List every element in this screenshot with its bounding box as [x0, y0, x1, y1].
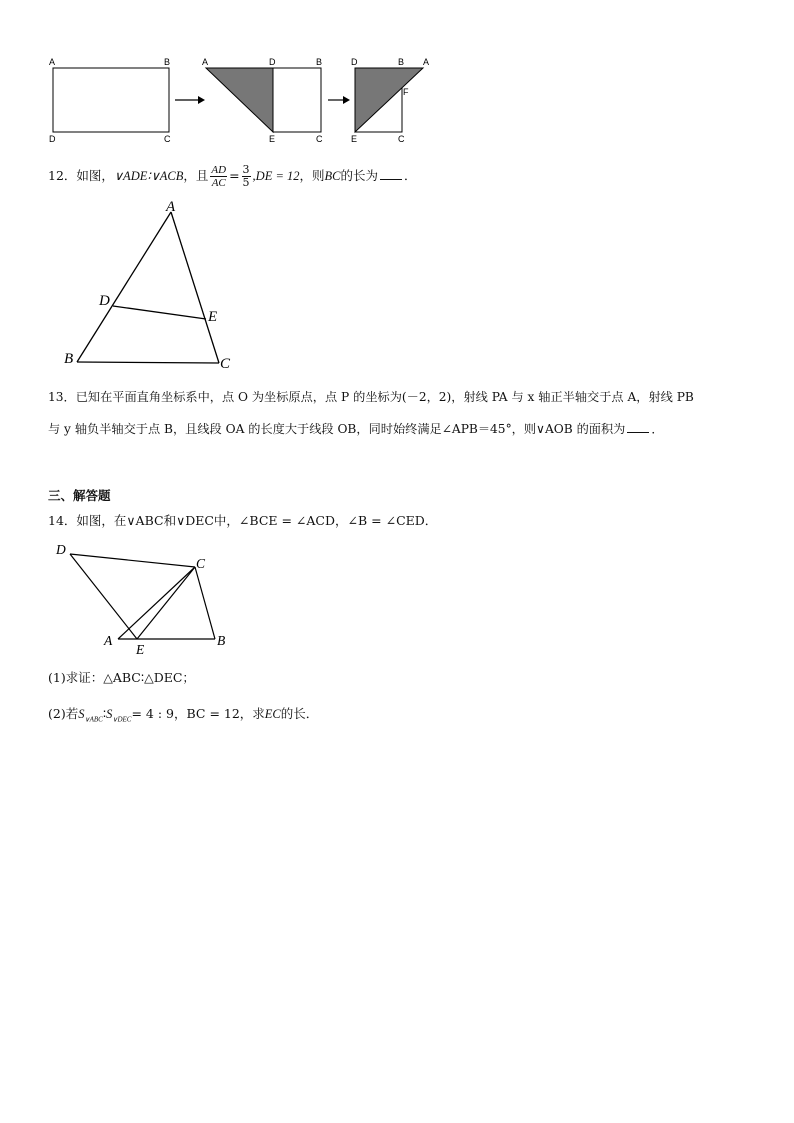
q12-label-e: E	[208, 309, 218, 325]
rect-folded-1	[206, 68, 321, 132]
label-a2: A	[202, 57, 209, 67]
q14-label-e: E	[136, 642, 145, 657]
label-f3: F	[403, 87, 409, 97]
q12-end: ．	[404, 168, 417, 183]
q14-label-c: C	[196, 556, 206, 571]
rect-folded-2	[355, 68, 423, 132]
segment-de	[70, 554, 137, 639]
question-14-stem: 14．如图，在∨ABC和∨DEC中，∠BCE = ∠ACD，∠B = ∠CED．	[48, 513, 438, 528]
folding-figure	[40, 55, 450, 150]
segment-ac	[118, 567, 195, 639]
question-12	[48, 164, 417, 188]
q12-similar: ∨ADE∶∨ACB	[113, 169, 184, 183]
label-b3: B	[398, 57, 405, 67]
rect-abcd	[53, 68, 169, 132]
label-d1: D	[49, 134, 56, 144]
label-e3: E	[351, 134, 358, 144]
q14-s2: S	[106, 707, 113, 721]
side-bc	[77, 362, 219, 363]
q13-end: ．	[651, 422, 664, 436]
q12-label-b: B	[64, 351, 74, 367]
q12-label-c: C	[220, 356, 231, 372]
side-ac	[171, 212, 219, 363]
q12-ask-post: 的长为	[340, 168, 379, 183]
q14-s1: S	[78, 707, 85, 721]
side-ab	[77, 212, 171, 362]
q14-cond: ，BC = 12，求	[173, 706, 265, 721]
q12-frac1-den: AC	[211, 177, 226, 189]
label-d2: D	[269, 57, 276, 67]
q12-answer-blank[interactable]	[380, 167, 402, 180]
q12-frac2-num: 3	[242, 163, 250, 176]
q13-line2-text: 与 y 轴负半轴交于点 B，且线段 OA 的长度大于线段 OB，同时始终满足∠APB＝45°，则∨AOB 的面积为	[48, 422, 626, 436]
q14-label-b: B	[217, 633, 226, 648]
q12-eq: =	[229, 168, 240, 183]
label-a3: A	[423, 57, 430, 67]
label-c1: C	[164, 134, 171, 144]
q14-part2	[48, 706, 318, 728]
q12-frac1-num: AD	[211, 164, 227, 176]
q12-mid: ，且	[183, 168, 209, 183]
q14-ratio: = 4 : 9	[131, 706, 174, 721]
q12-ask-var: BC	[324, 169, 341, 183]
q14-end: 的长．	[280, 706, 319, 721]
label-c2: C	[316, 134, 323, 144]
label-b1: B	[164, 57, 171, 67]
q12-label-a: A	[166, 199, 176, 215]
q14-label-a: A	[104, 633, 113, 648]
q12-prefix: 12．如图，	[48, 168, 114, 183]
label-d3: D	[351, 57, 358, 67]
segment-dc	[70, 554, 195, 567]
segment-de	[113, 306, 206, 319]
q14-s2-sub: ∨DEC	[112, 715, 132, 724]
q12-frac2-den: 5	[242, 176, 250, 189]
q14-colon: ∶	[102, 706, 107, 721]
segment-ec	[137, 567, 195, 639]
arrow-right-icon	[328, 96, 350, 104]
label-a1: A	[49, 57, 56, 67]
q12-label-d: D	[99, 293, 110, 309]
q14-part1: (1)求证：△ABC∶△DEC；	[48, 670, 195, 685]
q14-label-d: D	[56, 542, 66, 557]
q12-fraction-3-5	[242, 164, 251, 189]
question-13-line1: 13．已知在平面直角坐标系中，点 O 为坐标原点，点 P 的坐标为(－2，2)，射线 PA 与 x 轴正半轴交于点 A，射线 PB	[48, 390, 694, 404]
arrow-right-icon	[175, 96, 205, 104]
q13-answer-blank[interactable]	[627, 420, 649, 433]
label-e2: E	[269, 134, 276, 144]
q12-condition: ,DE = 12	[252, 169, 300, 183]
label-b2: B	[316, 57, 323, 67]
section-title: 三、解答题	[48, 488, 111, 503]
label-c3: C	[398, 134, 405, 144]
q12-triangle-figure	[58, 192, 248, 372]
segment-bc	[195, 567, 215, 639]
q14-var: EC	[264, 707, 281, 721]
q12-fraction-ad-ac	[210, 164, 227, 189]
q12-ask-pre: ，则	[299, 168, 325, 183]
question-13-line2	[48, 420, 664, 437]
q14-part2-pre: (2)若	[48, 706, 79, 721]
q14-s1-sub: ∨ABC	[84, 715, 103, 724]
q14-figure	[50, 538, 240, 660]
